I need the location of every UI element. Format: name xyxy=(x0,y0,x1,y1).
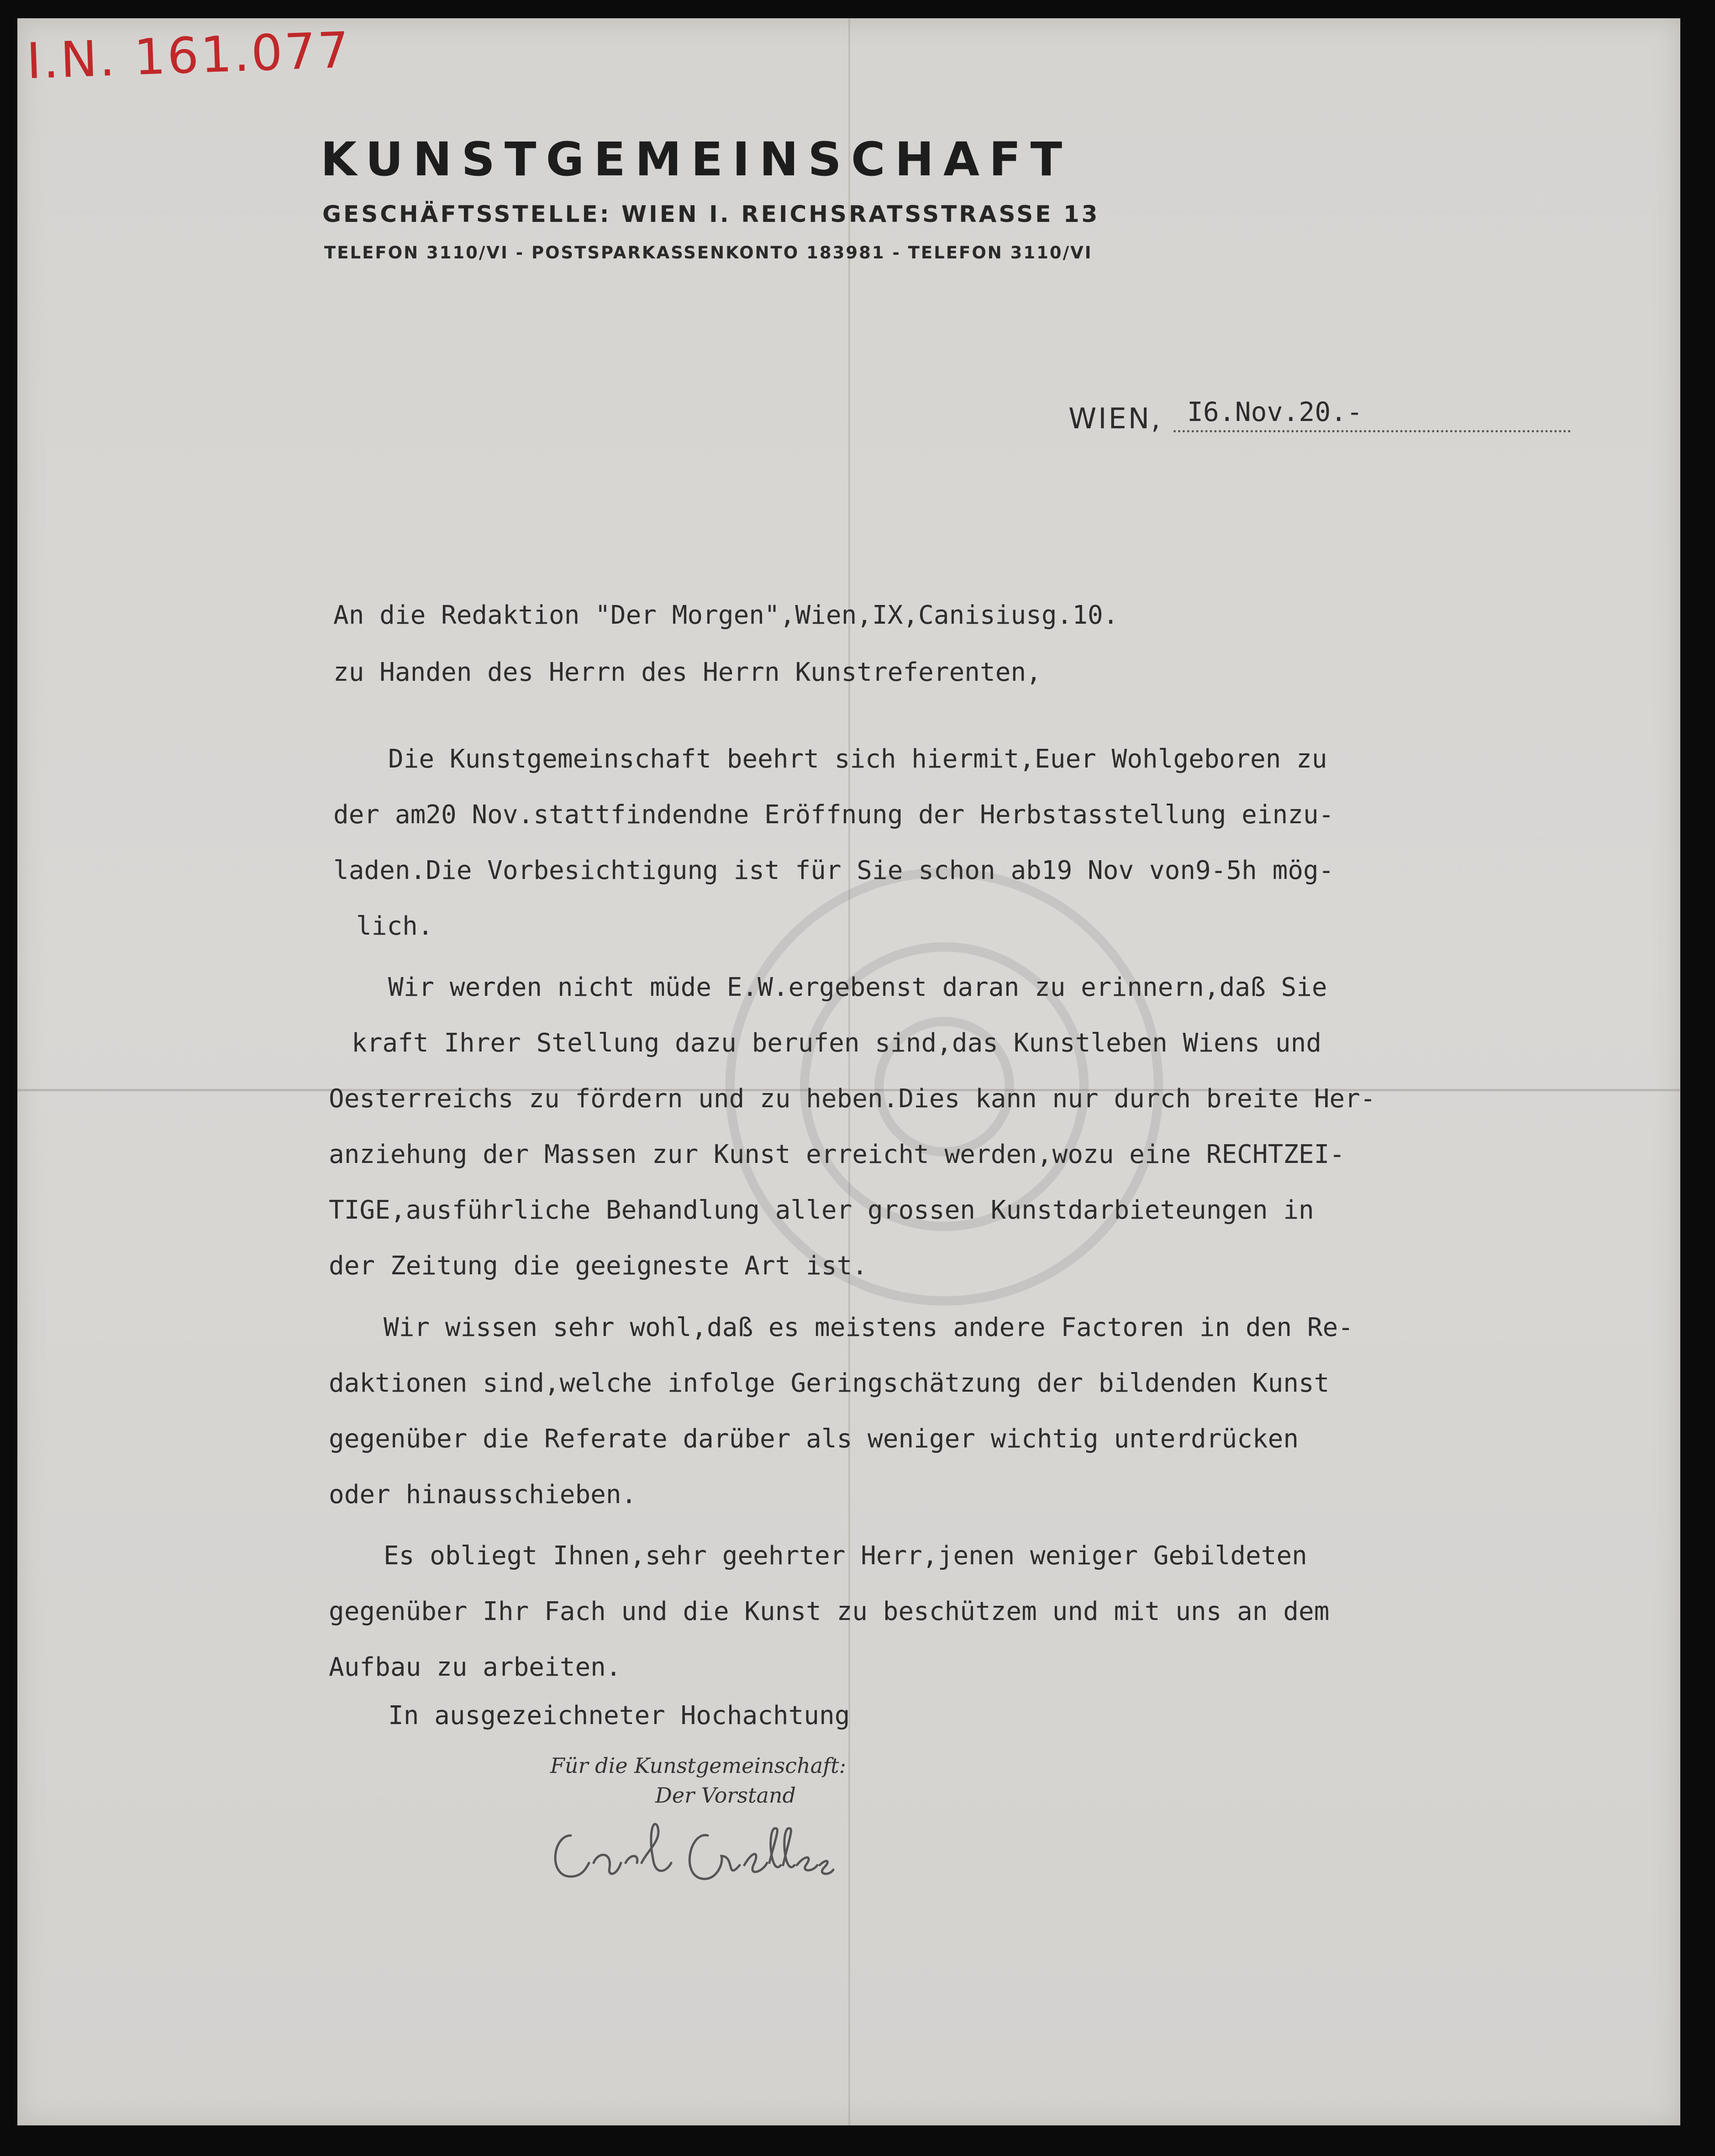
dateline-date: I6.Nov.20.- xyxy=(1187,396,1363,427)
body-line: anziehung der Massen zur Kunst erreicht werden,wozu eine RECHTZEI- xyxy=(329,1140,1345,1169)
body-line: der am20 Nov.stattfindendne Eröffnung der Herbstasstellung einzu- xyxy=(333,800,1334,830)
body-line: lich. xyxy=(356,911,433,941)
letterhead-address: GESCHÄFTSSTELLE: WIEN I. REICHSRATSSTRASSE 13 xyxy=(322,201,1100,227)
body-line: kraft Ihrer Stellung dazu berufen sind,das Kunstleben Wiens und xyxy=(352,1028,1322,1058)
body-line: gegenüber die Referate darüber als weniger wichtig unterdrücken xyxy=(329,1424,1299,1454)
handwritten-signature xyxy=(543,1808,836,1904)
letterhead-title: KUNSTGEMEINSCHAFT xyxy=(321,132,1072,187)
body-line: Aufbau zu arbeiten. xyxy=(329,1652,621,1682)
signature-stamp-line-2: Der Vorstand xyxy=(655,1783,796,1808)
body-line: Wir wissen sehr wohl,daß es meistens andere Factoren in den Re- xyxy=(384,1313,1354,1342)
body-line: der Zeitung die geeigneste Art ist. xyxy=(329,1251,868,1281)
closing-salutation: In ausgezeichneter Hochachtung xyxy=(388,1701,850,1730)
body-line: Oesterreichs zu fördern und zu heben.Dies kann nur durch breite Her- xyxy=(329,1084,1376,1114)
body-line: Die Kunstgemeinschaft beehrt sich hiermit,Euer Wohlgeboren zu xyxy=(388,744,1327,774)
body-line: oder hinausschieben. xyxy=(329,1480,637,1509)
letterhead-contact: TELEFON 3110/VI - POSTSPARKASSENKONTO 183981 - TELEFON 3110/VI xyxy=(324,243,1093,263)
letter-page xyxy=(17,18,1680,2125)
body-line: laden.Die Vorbesichtigung ist für Sie schon ab19 Nov von9-5h mög- xyxy=(333,856,1334,885)
body-line: Es obliegt Ihnen,sehr geehrter Herr,jenen weniger Gebildeten xyxy=(384,1541,1307,1571)
inventory-number: I.N. 161.077 xyxy=(26,21,352,90)
body-line: daktionen sind,welche infolge Geringschätzung der bildenden Kunst xyxy=(329,1368,1330,1398)
dateline xyxy=(1050,396,1571,438)
dateline-place: WIEN, xyxy=(1068,402,1162,435)
recipient-line-2: zu Handen des Herrn des Herrn Kunstreferenten, xyxy=(333,657,1042,687)
body-line: TIGE,ausführliche Behandlung aller grossen Kunstdarbieteungen in xyxy=(329,1195,1314,1225)
body-line: gegenüber Ihr Fach und die Kunst zu beschützem und mit uns an dem xyxy=(329,1597,1330,1626)
recipient-line-1: An die Redaktion "Der Morgen",Wien,IX,Canisiusg.10. xyxy=(333,600,1119,630)
body-line: Wir werden nicht müde E.W.ergebenst daran zu erinnern,daß Sie xyxy=(388,973,1327,1002)
dateline-dotted-rule xyxy=(1173,430,1571,432)
signature-stamp-line-1: Für die Kunstgemeinschaft: xyxy=(550,1753,847,1778)
